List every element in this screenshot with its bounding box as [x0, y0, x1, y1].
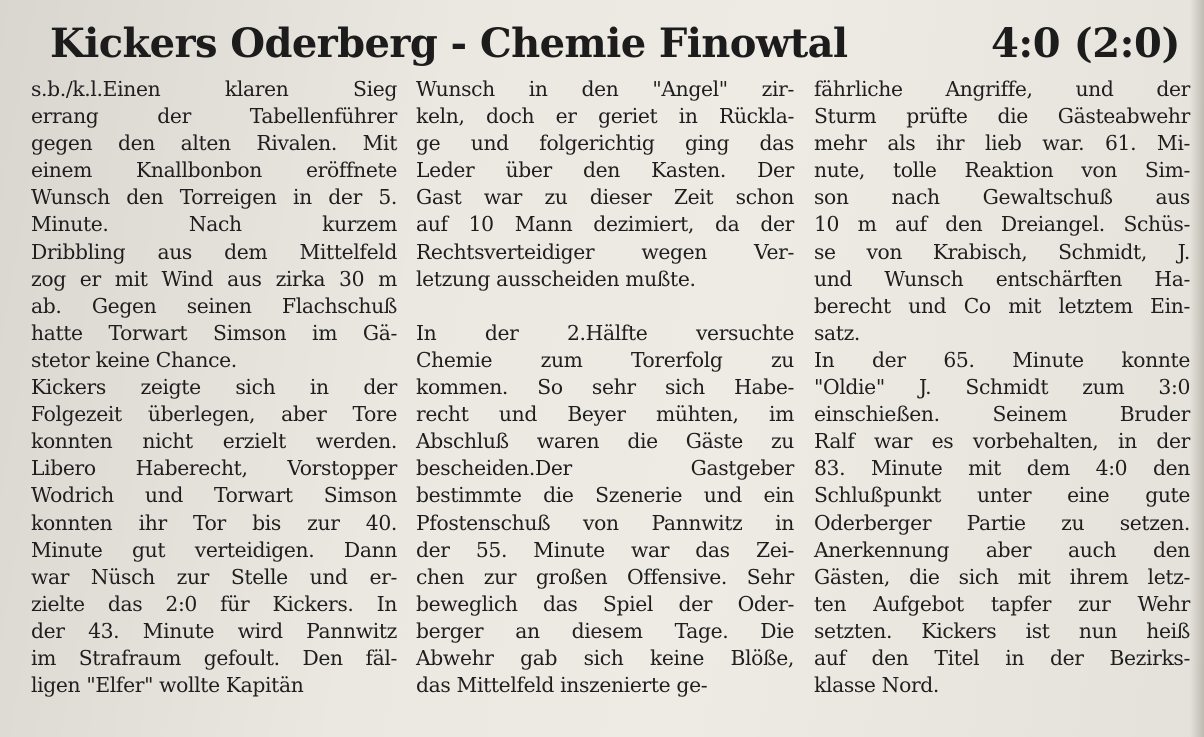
text-line: ligen "Elfer" wollte Kapitän	[31, 673, 304, 698]
text-line: mehr als ihr lieb war. 61. Mi-	[814, 131, 1190, 156]
text-line: Libero Haberecht, Vorstopper	[31, 456, 397, 481]
text-line: ten Aufgebot tapfer zur Wehr	[814, 591, 1190, 616]
text-line: Rechtsverteidiger wegen Ver-	[416, 239, 794, 264]
text-line: auf 10 Mann dezimiert, da der	[416, 212, 794, 237]
text-line: Wunsch den Torreigen in der 5.	[31, 185, 397, 210]
article-column-2	[416, 76, 794, 699]
text-line: zog er mit Wind aus zirka 30 m	[31, 266, 397, 291]
text-line: "Oldie" J. Schmidt zum 3:0	[814, 375, 1190, 400]
article-headline	[50, 14, 1180, 74]
text-line: Wunsch in den "Angel" zir-	[416, 77, 794, 101]
text-line: Minute gut verteidigen. Dann	[31, 537, 397, 562]
text-line: Chemie zum Torerfolg zu	[416, 347, 794, 372]
text-line: Folgezeit überlegen, aber Tore	[31, 402, 397, 427]
text-line: 10 m auf den Dreiangel. Schüs-	[814, 212, 1190, 237]
text-line: ab. Gegen seinen Flachschuß	[31, 293, 397, 318]
text-line: letzung ausscheiden mußte.	[416, 266, 696, 291]
text-line: Schlußpunkt unter eine gute	[814, 483, 1190, 508]
text-line: Gästen, die sich mit ihrem letz-	[814, 564, 1190, 589]
paper-edge-shadow	[1190, 0, 1204, 737]
text-line: der 55. Minute war das Zei-	[416, 537, 794, 562]
text-line: s.b./k.l.Einen klaren Sieg	[31, 77, 397, 101]
text-line: satz.	[814, 320, 861, 345]
text-line: Ralf war es vorbehalten, in der	[814, 429, 1190, 454]
article-column-1	[31, 76, 397, 699]
article-column-3	[814, 76, 1190, 699]
paragraph-gap	[416, 293, 794, 320]
text-line: Minute. Nach kurzem	[31, 212, 397, 237]
text-line: recht und Beyer mühten, im	[416, 402, 794, 427]
text-line: Wodrich und Torwart Simson	[31, 483, 397, 508]
text-line: konnten nicht erzielt werden.	[31, 429, 397, 454]
text-line: kommen. So sehr sich Habe-	[416, 375, 794, 400]
text-line: im Strafraum gefoult. Den fäl-	[31, 645, 397, 670]
text-line: beweglich das Spiel der Oder-	[416, 591, 794, 616]
text-line: errang der Tabellenführer	[31, 104, 397, 129]
text-line: se von Krabisch, Schmidt, J.	[814, 239, 1190, 264]
text-line: bestimmte die Szenerie und ein	[416, 483, 794, 508]
text-line: In der 65. Minute konnte	[814, 347, 1190, 372]
text-line: In der 2.Hälfte versuchte	[416, 320, 794, 345]
text-line: zielte das 2:0 für Kickers. In	[31, 591, 397, 616]
text-line: einem Knallbonbon eröffnete	[31, 158, 397, 183]
headline-score: 4:0 (2:0)	[990, 20, 1180, 67]
text-line: bescheiden.Der Gastgeber	[416, 456, 794, 481]
text-line: 83. Minute mit dem 4:0 den	[814, 456, 1190, 481]
text-line: Leder über den Kasten. Der	[416, 158, 794, 183]
text-line: Kickers zeigte sich in der	[31, 375, 397, 400]
text-line: Abschluß waren die Gäste zu	[416, 429, 794, 454]
text-line: der 43. Minute wird Pannwitz	[31, 618, 397, 643]
text-line: stetor keine Chance.	[31, 347, 237, 372]
text-line: einschießen. Seinem Bruder	[814, 402, 1190, 427]
text-line: Anerkennung aber auch den	[814, 537, 1190, 562]
text-line: Pfostenschuß von Pannwitz in	[416, 510, 794, 535]
text-line: konnten ihr Tor bis zur 40.	[31, 510, 397, 535]
text-line: und Wunsch entschärften Ha-	[814, 266, 1190, 291]
text-line: Dribbling aus dem Mittelfeld	[31, 239, 397, 264]
text-line: das Mittelfeld inszenierte ge-	[416, 673, 708, 698]
text-line: klasse Nord.	[814, 673, 940, 698]
text-line: ge und folgerichtig ging das	[416, 131, 794, 156]
text-line: setzten. Kickers ist nun heiß	[814, 618, 1190, 643]
text-line: berecht und Co mit letztem Ein-	[814, 293, 1190, 318]
text-line: keln, doch er geriet in Rückla-	[416, 104, 794, 129]
text-line: auf den Titel in der Bezirks-	[814, 645, 1190, 670]
text-line: war Nüsch zur Stelle und er-	[31, 564, 397, 589]
text-line: Abwehr gab sich keine Blöße,	[416, 645, 794, 670]
text-line: gegen den alten Rivalen. Mit	[31, 131, 397, 156]
text-line: fährliche Angriffe, und der	[814, 77, 1190, 101]
headline-teams: Kickers Oderberg - Chemie Finowtal	[50, 20, 848, 67]
text-line: berger an diesem Tage. Die	[416, 618, 794, 643]
text-line: Gast war zu dieser Zeit schon	[416, 185, 794, 210]
text-line: son nach Gewaltschuß aus	[814, 185, 1190, 210]
text-line: nute, tolle Reaktion von Sim-	[814, 158, 1190, 183]
text-line: Sturm prüfte die Gästeabwehr	[814, 104, 1190, 129]
text-line: Oderberger Partie zu setzen.	[814, 510, 1190, 535]
text-line: hatte Torwart Simson im Gä-	[31, 320, 397, 345]
text-line: chen zur großen Offensive. Sehr	[416, 564, 794, 589]
